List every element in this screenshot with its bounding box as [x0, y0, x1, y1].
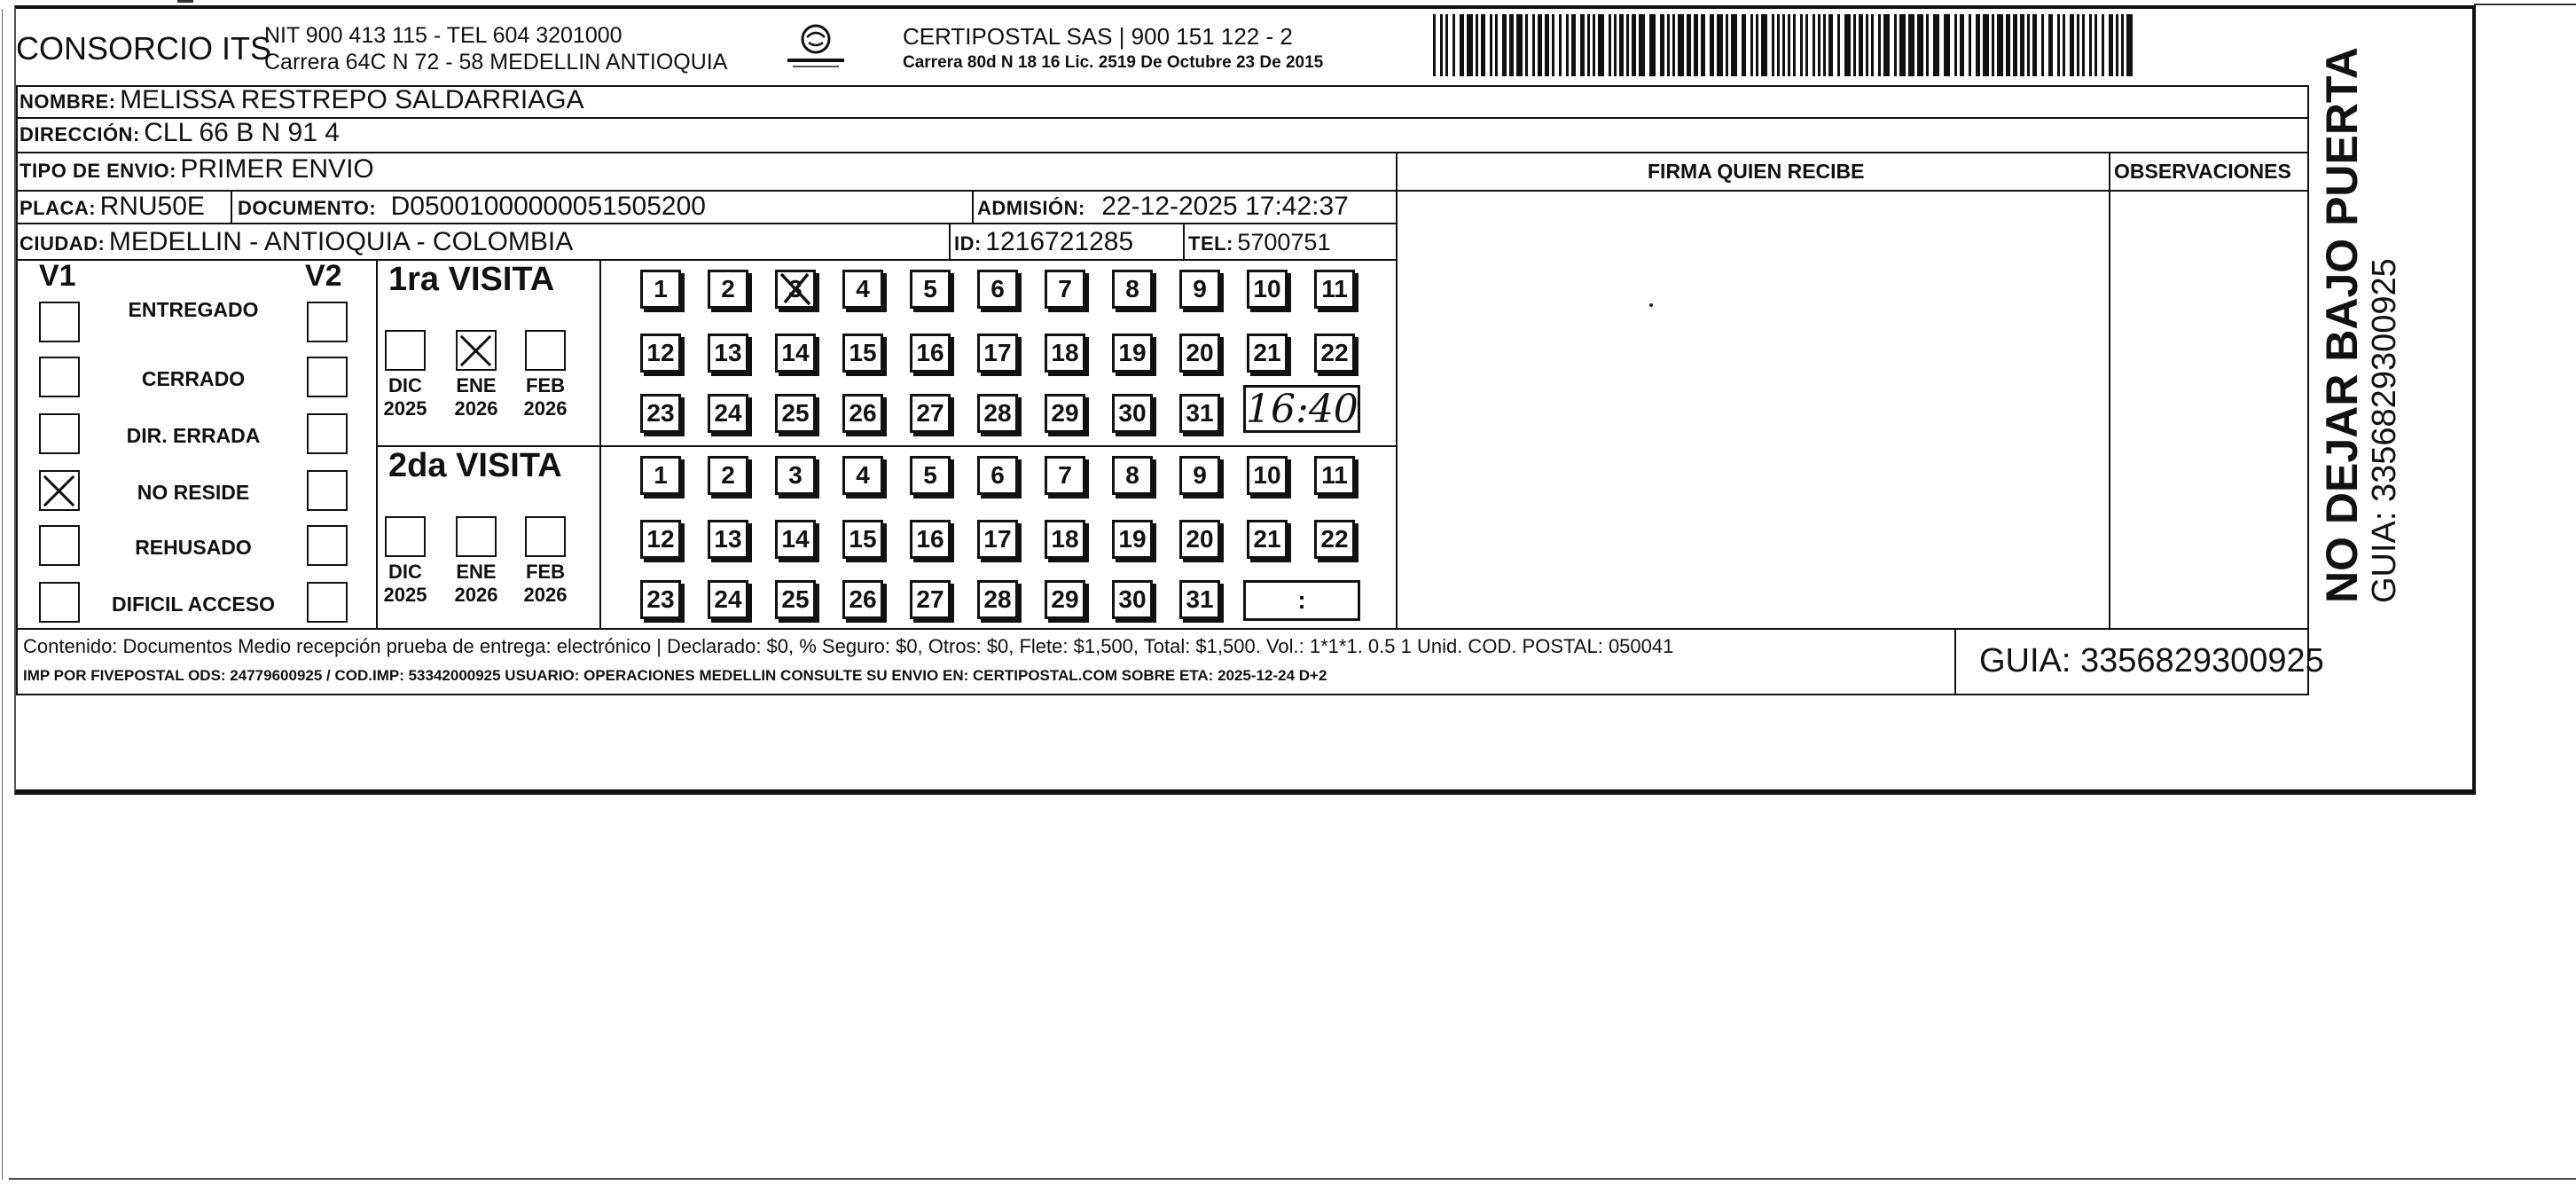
side-text: [2316, 47, 2414, 603]
visit-title-1: 1ra VISITA: [388, 261, 555, 298]
visit-2-day-15[interactable]: 15: [842, 520, 883, 559]
id-field: [954, 227, 1133, 257]
v1-checkbox-5[interactable]: [39, 525, 80, 566]
visit-1-month-checkbox-3[interactable]: [525, 330, 566, 371]
v1-checkbox-3[interactable]: [39, 413, 80, 454]
admision-value: 22-12-2025 17:42:37: [1101, 192, 1349, 221]
visit-1-day-21[interactable]: 21: [1247, 334, 1288, 373]
month-year: 2025: [383, 584, 427, 606]
side-guia: GUIA: 3356829300925: [2366, 258, 2403, 603]
visit-1-day-26[interactable]: 26: [842, 394, 883, 433]
status-label-4: NO RESIDE: [137, 481, 250, 504]
visit-2-month-label-3: [519, 561, 572, 607]
tipo-envio-field: [20, 154, 374, 184]
status-label-3: DIR. ERRADA: [126, 424, 261, 447]
tipo-envio-label: TIPO DE ENVIO:: [20, 160, 176, 182]
month-year: 2025: [383, 397, 427, 420]
direccion-value: CLL 66 B N 91 4: [144, 118, 340, 147]
visit-1-day-18[interactable]: 18: [1045, 334, 1085, 373]
visit-2-day-14[interactable]: 14: [775, 520, 816, 559]
v2-checkbox-1[interactable]: [307, 302, 348, 342]
company-address: Carrera 64C N 72 - 58 MEDELLIN ANTIOQUIA: [264, 50, 728, 75]
visit-1-month-label-3: [519, 374, 572, 420]
visit-1-day-12[interactable]: 12: [640, 334, 681, 373]
visit-2-time[interactable]: [1243, 580, 1360, 621]
barcode: [1433, 14, 2134, 76]
month-name: ENE: [456, 561, 497, 583]
visit-1-day-15[interactable]: 15: [842, 334, 883, 373]
tel-field: [1188, 229, 1330, 256]
month-year: 2026: [454, 584, 498, 606]
visit-1-day-9[interactable]: 9: [1179, 270, 1220, 309]
v2-checkbox-4[interactable]: [307, 470, 348, 511]
status-label-5: REHUSADO: [135, 536, 252, 559]
visit-2-day-31[interactable]: 31: [1179, 580, 1220, 619]
visit-2-day-4[interactable]: 4: [842, 456, 883, 495]
v2-checkbox-3[interactable]: [307, 413, 348, 454]
visit-title-2: 2da VISITA: [388, 447, 562, 484]
visit-1-day-5[interactable]: 5: [910, 270, 951, 309]
ciudad-field: [20, 227, 573, 257]
tel-label: TEL:: [1188, 232, 1233, 255]
visit-2-day-23[interactable]: 23: [640, 580, 681, 619]
firma-header: FIRMA QUIEN RECIBE: [1648, 160, 1865, 183]
visit-1-month-label-2: [450, 374, 503, 420]
visit-2-day-5[interactable]: 5: [910, 456, 951, 495]
id-label: ID:: [954, 232, 982, 255]
visit-2-month-checkbox-3[interactable]: [525, 516, 566, 557]
ciudad-value: MEDELLIN - ANTIOQUIA - COLOMBIA: [108, 227, 574, 256]
bottom-rule: [9, 1178, 2576, 1180]
visit-1-day-25[interactable]: 25: [775, 394, 816, 433]
visit-2-day-12[interactable]: 12: [640, 520, 681, 559]
admision-label: ADMISIÓN:: [977, 197, 1085, 219]
visit-1-day-13[interactable]: 13: [708, 334, 748, 373]
visit-1-day-31[interactable]: 31: [1179, 394, 1220, 433]
ciudad-label: CIUDAD:: [20, 232, 106, 255]
direccion-label: DIRECCIÓN:: [20, 123, 140, 145]
visit-1-day-11[interactable]: 11: [1314, 270, 1355, 309]
documento-label: DOCUMENTO:: [238, 197, 377, 219]
page-edge: [2, 9, 3, 1180]
placa-field: [20, 192, 205, 222]
visit-2-month-label-1: [379, 561, 432, 607]
placa-value: RNU50E: [99, 192, 205, 221]
visit-2-day-1[interactable]: 1: [640, 456, 681, 495]
month-name: DIC: [388, 561, 422, 583]
visit-1-day-16[interactable]: 16: [910, 334, 951, 373]
time-value: 16:40: [1246, 387, 1358, 432]
visit-2-day-8[interactable]: 8: [1112, 456, 1153, 495]
side-warning: NO DEJAR BAJO PUERTA: [2317, 47, 2367, 603]
visit-2-month-label-2: [450, 561, 503, 607]
visit-1-day-14[interactable]: 14: [775, 334, 816, 373]
visit-1-day-2[interactable]: 2: [708, 270, 748, 309]
visit-1-day-29[interactable]: 29: [1045, 394, 1085, 433]
visit-2-day-7[interactable]: 7: [1045, 456, 1085, 495]
visit-2-day-26[interactable]: 26: [842, 580, 883, 619]
delivery-form: [16, 85, 2324, 694]
tel-value: 5700751: [1237, 229, 1331, 255]
visit-2-day-2[interactable]: 2: [708, 456, 748, 495]
scan-rule-right: [2474, 4, 2576, 5]
month-year: 2026: [454, 397, 498, 420]
nombre-value: MELISSA RESTREPO SALDARRIAGA: [120, 85, 584, 114]
visit-1-day-24[interactable]: 24: [708, 394, 748, 433]
visit-2-day-16[interactable]: 16: [910, 520, 951, 559]
visit-1-day-6[interactable]: 6: [977, 270, 1018, 309]
visit-2-day-22[interactable]: 22: [1314, 520, 1355, 559]
visit-2-day-20[interactable]: 20: [1179, 520, 1220, 559]
visit-2-day-30[interactable]: 30: [1112, 580, 1153, 619]
visit-1-day-7[interactable]: 7: [1045, 270, 1085, 309]
visit-1-day-8[interactable]: 8: [1112, 270, 1153, 309]
documento-field: [238, 192, 706, 222]
visit-1-day-4[interactable]: 4: [842, 270, 883, 309]
footer-contenido: Contenido: Documentos Medio recepción prueba de entrega: electrónico | Declarado: $0, % Seguro: $0, Otros: $0, Flete: $1,500, Total: $1,500. Vol.: 1*1*1. 0.5 1 Unid. COD. POSTAL: 050041: [23, 635, 1674, 657]
visit-1-day-1[interactable]: 1: [640, 270, 681, 309]
footer-guia: GUIA: 3356829300925: [1979, 642, 2324, 679]
visit-1-day-10[interactable]: 10: [1247, 270, 1288, 309]
v1-checkbox-6[interactable]: [39, 582, 80, 623]
month-year: 2026: [523, 397, 568, 420]
visit-2-day-9[interactable]: 9: [1179, 456, 1220, 495]
v1-header: V1: [39, 259, 76, 293]
visit-2-month-checkbox-1[interactable]: [385, 516, 426, 557]
visit-2-day-17[interactable]: 17: [977, 520, 1018, 559]
company-name: CONSORCIO ITS: [16, 30, 272, 67]
visit-2-day-21[interactable]: 21: [1247, 520, 1288, 559]
visit-2-day-10[interactable]: 10: [1247, 456, 1288, 495]
admision-field: [977, 192, 1349, 222]
v2-header: V2: [305, 259, 342, 293]
month-name: ENE: [456, 374, 497, 396]
time-value: :: [1297, 586, 1306, 614]
visit-1-month-label-1: [379, 374, 432, 420]
status-label-2: CERRADO: [141, 367, 246, 390]
visit-2-day-13[interactable]: 13: [708, 520, 748, 559]
certipostal-logo: [771, 23, 860, 75]
scan-mark: [177, 0, 193, 3]
visit-1-month-checkbox-2[interactable]: [456, 330, 497, 371]
visit-1-day-27[interactable]: 27: [910, 394, 951, 433]
footer-imp: IMP POR FIVEPOSTAL ODS: 24779600925 / COD.IMP: 53342000925 USUARIO: OPERACIONES MEDELLIN CONSULTE SU ENVIO EN: CERTIPOSTAL.COM SOBRE ETA: 2025-12-24 D+2: [23, 667, 1327, 684]
company-nit: NIT 900 413 115 - TEL 604 3201000: [264, 23, 622, 48]
direccion-field: [20, 118, 340, 148]
id-value: 1216721285: [985, 227, 1134, 256]
courier-name: CERTIPOSTAL SAS | 900 151 122 - 2: [903, 23, 1293, 50]
visit-1-day-19[interactable]: 19: [1112, 334, 1153, 373]
firma-mark: [1649, 303, 1653, 307]
visit-1-day-20[interactable]: 20: [1179, 334, 1220, 373]
visit-2-day-29[interactable]: 29: [1045, 580, 1085, 619]
visit-1-day-3[interactable]: 3: [775, 270, 816, 309]
month-name: FEB: [526, 374, 565, 396]
documento-value: D05001000000051505200: [390, 192, 706, 221]
status-label-6: DIFICIL ACCESO: [111, 593, 275, 616]
v1-checkbox-2[interactable]: [39, 357, 80, 397]
visit-1-day-28[interactable]: 28: [977, 394, 1018, 433]
visit-2-day-24[interactable]: 24: [708, 580, 748, 619]
visit-2-day-25[interactable]: 25: [775, 580, 816, 619]
visit-2-day-3[interactable]: 3: [775, 456, 816, 495]
nombre-label: NOMBRE:: [20, 90, 116, 113]
courier-address: Carrera 80d N 18 16 Lic. 2519 De Octubre 23 De 2015: [903, 53, 1324, 72]
visit-1-time[interactable]: [1243, 385, 1360, 433]
v2-checkbox-2[interactable]: [307, 357, 348, 397]
visit-2-day-6[interactable]: 6: [977, 456, 1018, 495]
observaciones-header: OBSERVACIONES: [2114, 160, 2291, 183]
visit-2-day-27[interactable]: 27: [910, 580, 951, 619]
visit-2-day-28[interactable]: 28: [977, 580, 1018, 619]
visit-2-day-11[interactable]: 11: [1314, 456, 1355, 495]
visit-1-day-30[interactable]: 30: [1112, 394, 1153, 433]
month-name: FEB: [526, 561, 565, 583]
nombre-field: [20, 85, 584, 115]
visit-2-day-18[interactable]: 18: [1045, 520, 1085, 559]
day-check-mark: [778, 272, 813, 306]
v2-checkbox-5[interactable]: [307, 525, 348, 566]
month-year: 2026: [523, 584, 568, 606]
tipo-envio-value: PRIMER ENVIO: [180, 154, 374, 184]
v1-checkbox-4[interactable]: [39, 470, 80, 511]
visit-1-day-23[interactable]: 23: [640, 394, 681, 433]
month-name: DIC: [388, 374, 422, 396]
visit-1-day-17[interactable]: 17: [977, 334, 1018, 373]
visit-1-month-checkbox-1[interactable]: [385, 330, 426, 371]
visit-1-day-22[interactable]: 22: [1314, 334, 1355, 373]
visit-2-day-19[interactable]: 19: [1112, 520, 1153, 559]
v2-checkbox-6[interactable]: [307, 582, 348, 623]
visit-2-month-checkbox-2[interactable]: [456, 516, 497, 557]
placa-label: PLACA:: [20, 197, 97, 219]
v1-checkbox-1[interactable]: [39, 302, 80, 342]
status-label-1: ENTREGADO: [128, 298, 259, 321]
